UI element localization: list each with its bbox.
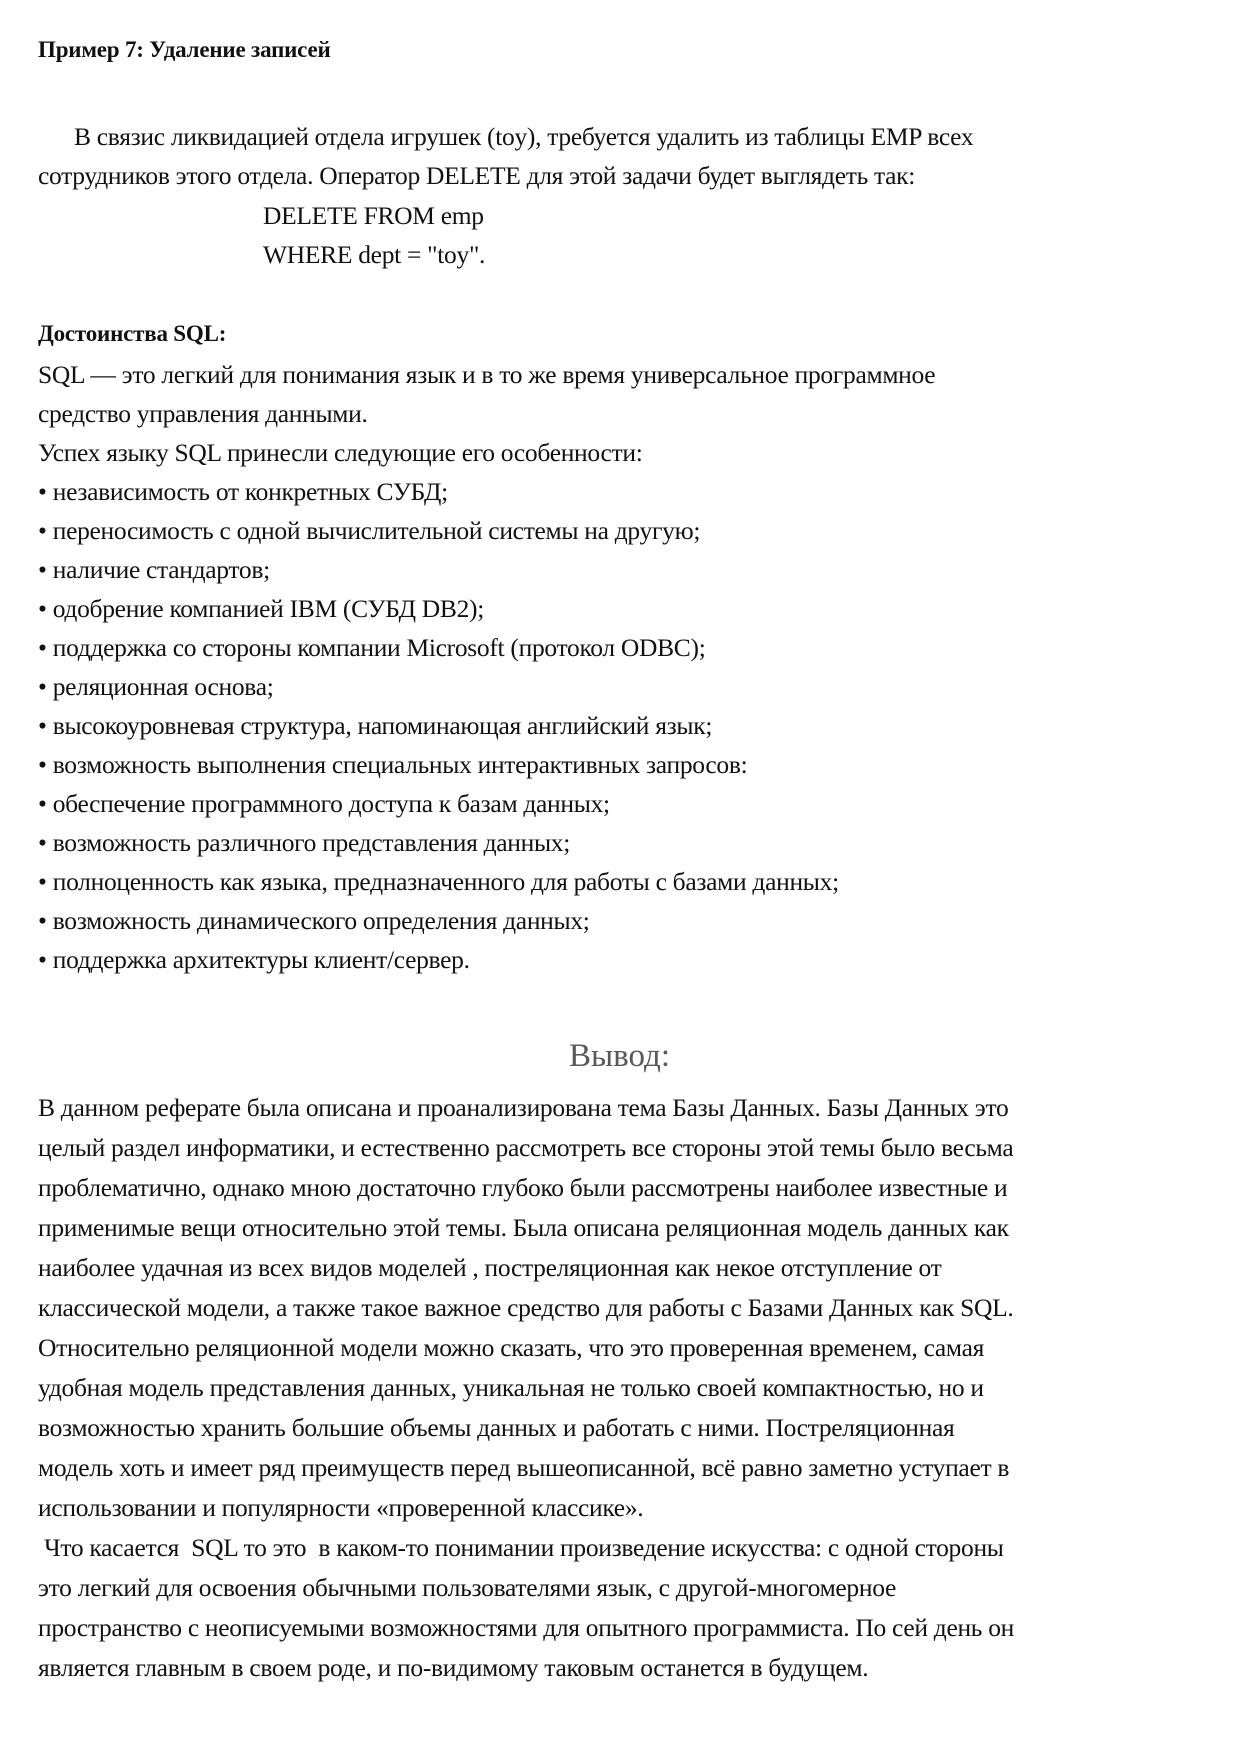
example-intro-line: сотрудников этого отдела. Оператор DELETE для этой задачи будет выглядеть так: — [38, 161, 916, 190]
list-item: • одобрение компанией IBM (СУБД DB2); — [38, 594, 485, 623]
conclusion-line: удобная модель представления данных, уникальная не только своей компактностью, но и — [38, 1373, 984, 1402]
conclusion-line: является главным в своем роде, и по-видимому таковым останется в будущем. — [38, 1653, 869, 1682]
list-item: • высокоуровневая структура, напоминающая английский язык; — [38, 711, 713, 740]
bullet-icon: • — [38, 789, 47, 818]
bullet-icon: • — [38, 477, 47, 506]
list-item: • полноценность как языка, предназначенного для работы с базами данных; — [38, 867, 839, 896]
list-item: • поддержка архитектуры клиент/сервер. — [38, 945, 470, 974]
bullet-icon: • — [38, 594, 47, 623]
sql-code-line: DELETE FROM emp — [263, 201, 484, 230]
conclusion-line: возможностью хранить большие объемы данных и работать с ними. Постреляционная — [38, 1413, 955, 1442]
list-item: • обеспечение программного доступа к базам данных; — [38, 789, 610, 818]
advantages-intro-line: SQL — это легкий для понимания язык и в то же время универсальное программное — [38, 360, 936, 389]
bullet-icon: • — [38, 555, 47, 584]
bullet-icon: • — [38, 828, 47, 857]
sql-code-line: WHERE dept = "toy". — [263, 240, 486, 269]
conclusion-line: применимые вещи относительно этой темы. Была описана реляционная модель данных как — [38, 1213, 1009, 1242]
conclusion-line: классической модели, а также такое важное средство для работы с Базами Данных как SQL. — [38, 1293, 1014, 1322]
bullet-icon: • — [38, 945, 47, 974]
conclusion-line: пространство с неописуемыми возможностями для опытного программиста. По сей день он — [38, 1613, 1015, 1642]
advantages-intro-line: средство управления данными. — [38, 399, 368, 428]
conclusion-line: это легкий для освоения обычными пользователями язык, с другой-многомерное — [38, 1573, 896, 1602]
conclusion-line: В данном реферате была описана и проанализирована тема Базы Данных. Базы Данных это — [38, 1093, 1009, 1122]
conclusion-line: Что касается SQL то это в каком-то понимании произведение искусства: с одной стороны — [38, 1533, 1004, 1562]
bullet-icon: • — [38, 516, 47, 545]
list-item: • реляционная основа; — [38, 672, 274, 701]
list-item: • возможность различного представления данных; — [38, 828, 571, 857]
list-item: • возможность динамического определения данных; — [38, 906, 590, 935]
list-item: • независимость от конкретных СУБД; — [38, 477, 448, 506]
conclusion-line: наиболее удачная из всех видов моделей , постреляционная как некое отступление от — [38, 1253, 942, 1282]
list-item: • переносимость с одной вычислительной системы на другую; — [38, 516, 701, 545]
conclusion-line: использовании и популярности «проверенной классике». — [38, 1493, 644, 1522]
bullet-icon: • — [38, 867, 47, 896]
bullet-icon: • — [38, 750, 47, 779]
conclusion-line: целый раздел информатики, и естественно рассмотреть все стороны этой темы было весьма — [38, 1133, 1014, 1162]
conclusion-line: модель хоть и имеет ряд преимуществ перед вышеописанной, всё равно заметно уступает в — [38, 1453, 1010, 1482]
advantages-intro-line: Успех языку SQL принесли следующие его особенности: — [38, 438, 643, 467]
bullet-icon: • — [38, 711, 47, 740]
list-item: • поддержка со стороны компании Microsoft (протокол ODBC); — [38, 633, 706, 662]
bullet-icon: • — [38, 906, 47, 935]
example-intro-line: В связис ликвидацией отдела игрушек (toy), требуется удалить из таблицы EMP всех — [74, 122, 974, 151]
bullet-icon: • — [38, 672, 47, 701]
conclusion-heading: Вывод: — [568, 1038, 671, 1074]
example-title: Пример 7: Удаление записей — [38, 37, 331, 62]
list-item: • наличие стандартов; — [38, 555, 270, 584]
conclusion-line: проблематично, однако мною достаточно глубоко были рассмотрены наиболее известные и — [38, 1173, 1008, 1202]
conclusion-line: Относительно реляционной модели можно сказать, что это проверенная временем, самая — [38, 1333, 985, 1362]
bullet-icon: • — [38, 633, 47, 662]
list-item: • возможность выполнения специальных интерактивных запросов: — [38, 750, 748, 779]
advantages-title: Достоинства SQL: — [38, 321, 227, 346]
